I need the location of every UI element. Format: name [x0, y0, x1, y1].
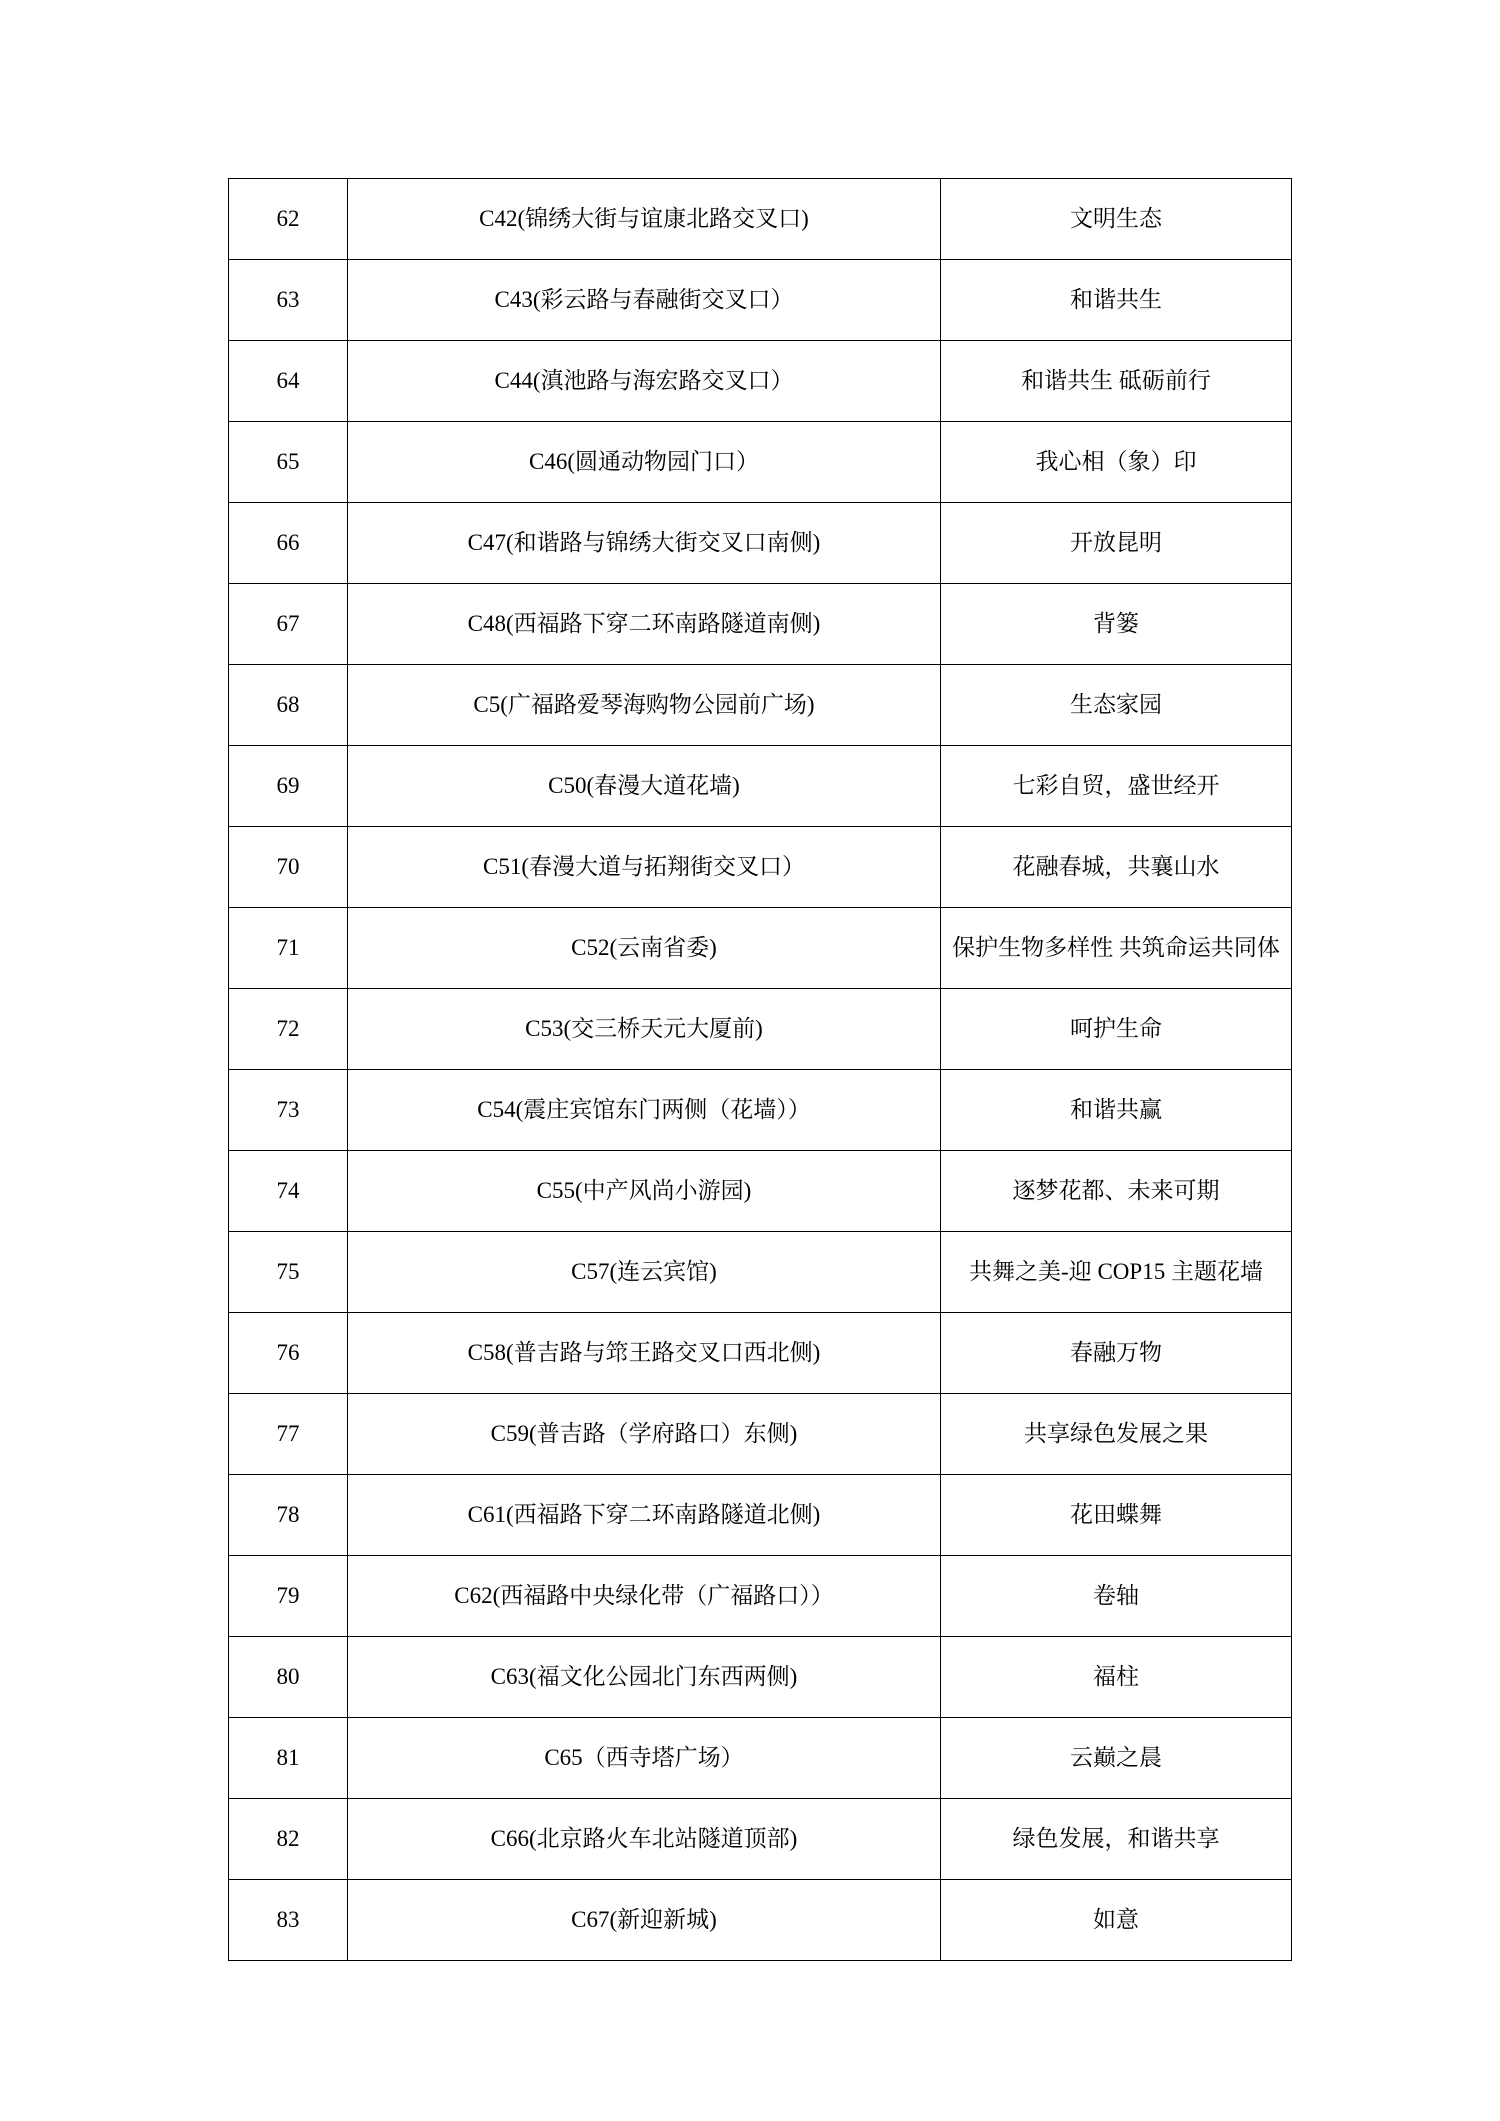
table-row: [229, 260, 1292, 341]
theme-cell: [941, 1394, 1292, 1475]
location-cell: [348, 908, 941, 989]
theme-cell: [941, 1313, 1292, 1394]
theme-text: 背篓: [1093, 611, 1139, 637]
location-text: C52(云南省委): [571, 935, 717, 961]
location-cell: [348, 179, 941, 260]
location-cell: [348, 1313, 941, 1394]
theme-cell: [941, 1475, 1292, 1556]
row-index-cell: [229, 1880, 348, 1961]
table-row: [229, 1880, 1292, 1961]
row-index-text: 82: [276, 1826, 300, 1852]
location-cell: [348, 1394, 941, 1475]
location-cell: [348, 1232, 941, 1313]
row-index-text: 69: [276, 773, 300, 799]
location-cell: [348, 1637, 941, 1718]
theme-text: 逐梦花都、未来可期: [1012, 1178, 1220, 1204]
table-row: [229, 1718, 1292, 1799]
row-index-text: 65: [276, 449, 300, 475]
row-index-cell: [229, 341, 348, 422]
row-index-text: 74: [276, 1178, 300, 1204]
row-index-text: 75: [276, 1259, 300, 1285]
row-index-cell: [229, 665, 348, 746]
row-index-text: 66: [276, 530, 300, 556]
table-row: [229, 1556, 1292, 1637]
row-index-text: 63: [276, 287, 300, 313]
row-index-text: 68: [276, 692, 300, 718]
row-index-text: 79: [276, 1583, 300, 1609]
row-index-text: 80: [276, 1664, 300, 1690]
row-index-text: 64: [276, 368, 300, 394]
row-index-text: 67: [276, 611, 300, 637]
row-index-cell: [229, 1799, 348, 1880]
location-text: C65（西寺塔广场）: [544, 1745, 744, 1771]
theme-text: 开放昆明: [1070, 530, 1162, 556]
theme-cell: [941, 1556, 1292, 1637]
theme-cell: [941, 1070, 1292, 1151]
row-index-cell: [229, 1718, 348, 1799]
table-row: [229, 1232, 1292, 1313]
table-row: [229, 584, 1292, 665]
table-row: [229, 341, 1292, 422]
location-text: C58(普吉路与筇王路交叉口西北侧): [467, 1340, 821, 1366]
theme-text: 卷轴: [1093, 1583, 1139, 1609]
theme-text: 呵护生命: [1070, 1016, 1162, 1042]
theme-text: 共享绿色发展之果: [1024, 1421, 1208, 1447]
theme-cell: [941, 908, 1292, 989]
theme-cell: [941, 827, 1292, 908]
theme-text: 和谐共生: [1070, 287, 1162, 313]
table-row: [229, 1475, 1292, 1556]
theme-cell: [941, 422, 1292, 503]
row-index-text: 62: [276, 206, 300, 232]
row-index-cell: [229, 908, 348, 989]
row-index-text: 71: [276, 935, 300, 961]
theme-text: 和谐共赢: [1070, 1097, 1162, 1123]
location-cell: [348, 1556, 941, 1637]
table-container: [228, 178, 1288, 1961]
row-index-cell: [229, 746, 348, 827]
theme-cell: [941, 1880, 1292, 1961]
theme-cell: [941, 1799, 1292, 1880]
row-index-cell: [229, 1556, 348, 1637]
location-text: C53(交三桥天元大厦前): [525, 1016, 763, 1042]
row-index-cell: [229, 1313, 348, 1394]
table-row: [229, 1070, 1292, 1151]
theme-cell: [941, 260, 1292, 341]
row-index-cell: [229, 179, 348, 260]
theme-text: 我心相（象）印: [1035, 449, 1197, 475]
location-cell: [348, 1151, 941, 1232]
location-cell: [348, 422, 941, 503]
location-cell: [348, 260, 941, 341]
location-text: C48(西福路下穿二环南路隧道南侧): [467, 611, 821, 637]
theme-text: 共舞之美-迎 COP15 主题花墙: [969, 1259, 1263, 1285]
theme-text: 和谐共生 砥砺前行: [1021, 368, 1211, 394]
theme-cell: [941, 1718, 1292, 1799]
theme-cell: [941, 584, 1292, 665]
theme-cell: [941, 989, 1292, 1070]
row-index-cell: [229, 503, 348, 584]
location-text: C46(圆通动物园门口）: [529, 449, 759, 475]
row-index-cell: [229, 422, 348, 503]
theme-cell: [941, 503, 1292, 584]
row-index-text: 77: [276, 1421, 300, 1447]
theme-cell: [941, 1151, 1292, 1232]
row-index-cell: [229, 827, 348, 908]
row-index-text: 83: [276, 1907, 300, 1933]
table-row: [229, 827, 1292, 908]
theme-text: 保护生物多样性 共筑命运共同体: [952, 935, 1280, 961]
row-index-cell: [229, 260, 348, 341]
locations-table: [228, 178, 1292, 1961]
theme-cell: [941, 665, 1292, 746]
theme-text: 绿色发展，和谐共享: [1012, 1826, 1220, 1852]
theme-text: 花融春城，共襄山水: [1012, 854, 1220, 880]
location-text: C47(和谐路与锦绣大街交叉口南侧): [467, 530, 821, 556]
location-text: C43(彩云路与春融街交叉口）: [494, 287, 794, 313]
location-text: C44(滇池路与海宏路交叉口）: [494, 368, 794, 394]
location-text: C66(北京路火车北站隧道顶部): [490, 1826, 798, 1852]
location-cell: [348, 341, 941, 422]
theme-text: 生态家园: [1070, 692, 1162, 718]
location-cell: [348, 746, 941, 827]
row-index-text: 76: [276, 1340, 300, 1366]
table-row: [229, 1799, 1292, 1880]
row-index-cell: [229, 1232, 348, 1313]
table-row: [229, 422, 1292, 503]
row-index-cell: [229, 1475, 348, 1556]
theme-cell: [941, 1637, 1292, 1718]
row-index-cell: [229, 1394, 348, 1475]
location-text: C55(中产风尚小游园): [536, 1178, 752, 1204]
row-index-text: 81: [276, 1745, 300, 1771]
location-cell: [348, 1718, 941, 1799]
table-row: [229, 503, 1292, 584]
location-text: C50(春漫大道花墙): [548, 773, 740, 799]
table-row: [229, 1313, 1292, 1394]
location-text: C54(震庄宾馆东门两侧（花墙））: [477, 1097, 811, 1123]
location-cell: [348, 827, 941, 908]
row-index-cell: [229, 1151, 348, 1232]
theme-text: 春融万物: [1070, 1340, 1162, 1366]
table-row: [229, 1394, 1292, 1475]
location-cell: [348, 584, 941, 665]
theme-cell: [941, 746, 1292, 827]
row-index-cell: [229, 1070, 348, 1151]
table-row: [229, 746, 1292, 827]
location-cell: [348, 665, 941, 746]
table-row: [229, 989, 1292, 1070]
location-cell: [348, 503, 941, 584]
theme-text: 七彩自贸，盛世经开: [1012, 773, 1220, 799]
theme-text: 福柱: [1093, 1664, 1139, 1690]
theme-text: 文明生态: [1070, 206, 1162, 232]
location-text: C62(西福路中央绿化带（广福路口））: [454, 1583, 834, 1609]
table-row: [229, 665, 1292, 746]
location-text: C51(春漫大道与拓翔街交叉口）: [483, 854, 805, 880]
row-index-cell: [229, 989, 348, 1070]
location-text: C57(连云宾馆): [571, 1259, 717, 1285]
row-index-text: 78: [276, 1502, 300, 1528]
location-text: C5(广福路爱琴海购物公园前广场): [473, 692, 815, 718]
location-cell: [348, 1070, 941, 1151]
location-cell: [348, 989, 941, 1070]
table-row: [229, 1151, 1292, 1232]
location-text: C42(锦绣大街与谊康北路交叉口): [479, 206, 809, 232]
row-index-cell: [229, 1637, 348, 1718]
location-cell: [348, 1799, 941, 1880]
location-text: C61(西福路下穿二环南路隧道北侧): [467, 1502, 821, 1528]
location-cell: [348, 1880, 941, 1961]
row-index-text: 73: [276, 1097, 300, 1123]
table-row: [229, 908, 1292, 989]
theme-cell: [941, 179, 1292, 260]
row-index-text: 72: [276, 1016, 300, 1042]
row-index-text: 70: [276, 854, 300, 880]
location-text: C67(新迎新城): [571, 1907, 717, 1933]
table-body: [229, 179, 1292, 1961]
theme-cell: [941, 1232, 1292, 1313]
theme-text: 如意: [1093, 1907, 1139, 1933]
table-row: [229, 179, 1292, 260]
theme-text: 花田蝶舞: [1070, 1502, 1162, 1528]
theme-cell: [941, 341, 1292, 422]
row-index-cell: [229, 584, 348, 665]
location-text: C59(普吉路（学府路口）东侧): [490, 1421, 798, 1447]
table-row: [229, 1637, 1292, 1718]
theme-text: 云巅之晨: [1070, 1745, 1162, 1771]
location-cell: [348, 1475, 941, 1556]
location-text: C63(福文化公园北门东西两侧): [490, 1664, 798, 1690]
